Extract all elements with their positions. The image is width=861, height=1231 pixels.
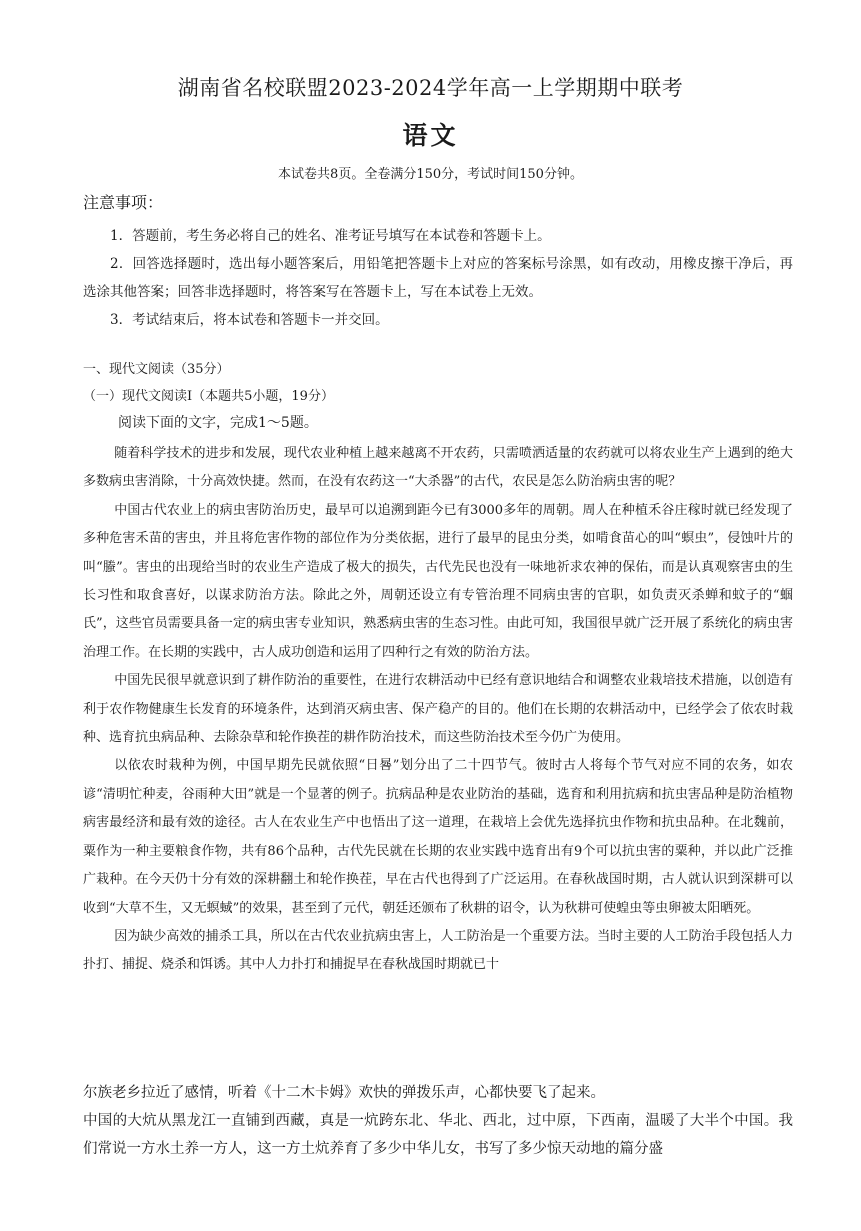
reading-prompt: 阅读下面的文字，完成1～5题。 xyxy=(118,415,318,431)
passage-paragraph: 因为缺少高效的捕杀工具，所以在古代农业抗病虫害上，人工防治是一个重要方法。当时主要的人工防治手段包括人力扑打、捕捉、烧杀和饵诱。其中人力扑打和捕捉早在春秋战国时期就已十 xyxy=(83,928,793,973)
passage-paragraph: 以依农时栽种为例，中国早期先民就依照“日晷”划分出了二十四节气。彼时古人将每个节气对应不同的农务，如农谚“清明忙种麦，谷雨种大田”就是一个显著的例子。抗病品种是农业防治的基础，选育和利用抗病和抗虫害品种是防治植物病害最经济和最有效的途径。古人在农业生产中也悟出了这一道理，在栽培上会优先选择抗虫作物和抗虫品种。在北魏前，粟作为一种主要粮食作物，共有86个品种，古代先民就在长期的农业实践中选育出有9个可以抗虫害的粟种，并以此广泛推广栽种。在今天仍十分有效的深耕翻土和轮作换茬，早在古代也得到了广泛运用。在春秋战国时期，古人就认识到深耕可以收到“大草不生，又无螟蜮”的效果，甚至到了元代，朝廷还颁布了秋耕的诏令，认为秋耕可使蝗虫等虫卵被太阳晒死。 xyxy=(83,758,793,916)
section-subheading: （一）现代文阅读Ⅰ（本题共5小题，19分） xyxy=(83,389,334,404)
notice-item: 1．答题前，考生务必将自己的姓名、准考证号填写在本试卷和答题卡上。 xyxy=(110,228,551,244)
notice-heading: 注意事项： xyxy=(83,193,164,212)
tail-line: 尔族老乡拉近了感情，听着《十二木卡姆》欢快的弹拨乐声，心都快要飞了起来。 xyxy=(83,1085,605,1101)
passage-paragraph: 中国先民很早就意识到了耕作防治的重要性，在进行农耕活动中已经有意识地结合和调整农业栽培技术措施，以创造有利于农作物健康生长发育的环境条件，达到消灭病虫害、保产稳产的目的。他们在长期的农耕活动中，已经学会了依农时栽种、选育抗虫病品种、去除杂草和轮作换茬的耕作防治技术，而这些防治技术至今仍广为使用。 xyxy=(83,673,793,746)
section-heading: 一、现代文阅读（35分） xyxy=(83,362,230,377)
subject-title: 语文 xyxy=(402,121,459,150)
tail-fragment xyxy=(83,1079,793,1163)
exam-info: 本试卷共8页。全卷满分150分，考试时间150分钟。 xyxy=(278,167,583,182)
reading-passage xyxy=(83,440,793,980)
tail-paragraph: 中国的大炕从黑龙江一直铺到西藏，真是一炕跨东北、华北、西北，过中原，下西南，温暖了大半个中国。我们常说一方水土养一方人，这一方土炕养育了多少中华儿女，书写了多少惊天动地的篇分盛 xyxy=(83,1113,793,1157)
notice-item: 2．回答选择题时，选出每小题答案后，用铅笔把答题卡上对应的答案标号涂黑，如有改动，用橡皮擦干净后，再选涂其他答案；回答非选择题时，将答案写在答题卡上，写在本试卷上无效。 xyxy=(83,256,793,300)
exam-title: 湖南省名校联盟2023-2024学年高一上学期期中联考 xyxy=(177,76,684,100)
passage-paragraph: 中国古代农业上的病虫害防治历史，最早可以追溯到距今已有3000多年的周朝。周人在种植禾谷庄稼时就已经发现了多种危害禾苗的害虫，并且将危害作物的部位作为分类依据，进行了最早的昆虫分类，如啃食苗心的叫“螟虫”，侵蚀叶片的叫“螣”。害虫的出现给当时的农业生产造成了极大的损失，古代先民也没有一味地祈求农神的保佑，而是认真观察害虫的生长习性和取食喜好，以谋求防治方法。除此之外，周朝还设立有专管治理不同病虫害的官职，如负责灭杀蝉和蚊子的“蝈氏”，这些官员需要具备一定的病虫害专业知识，熟悉病虫害的生态习性。由此可知，我国很早就广泛开展了系统化的病虫害治理工作。在长期的实践中，古人成功创造和运用了四种行之有效的防治方法。 xyxy=(83,502,793,660)
notice-list xyxy=(83,222,793,334)
notice-item: 3．考试结束后，将本试卷和答题卡一并交回。 xyxy=(110,312,389,328)
passage-paragraph: 随着科学技术的进步和发展，现代农业种植上越来越离不开农药，只需喷洒适量的农药就可以将农业生产上遇到的绝大多数病虫害消除，十分高效快捷。然而，在没有农药这一“大杀器”的古代，农民是怎么防治病虫害的呢？ xyxy=(83,446,793,490)
